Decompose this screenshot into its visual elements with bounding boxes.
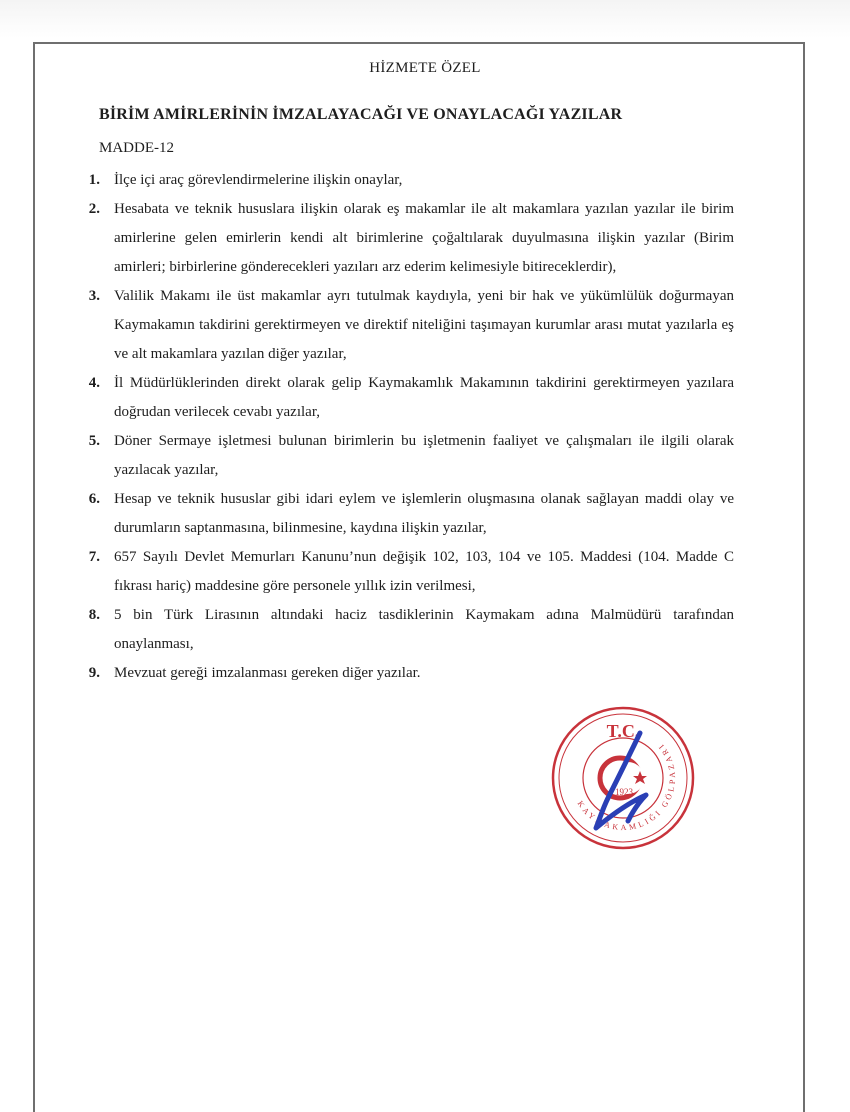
item-text: 657 Sayılı Devlet Memurları Kanunu’nun değişik 102, 103, 104 ve 105. Maddesi (104. Madde C fıkrası hariç) maddesine göre personele yıllık izin verilmesi, <box>114 549 734 594</box>
list-item <box>70 282 734 369</box>
item-text: Döner Sermaye işletmesi bulunan birimlerin bu işletmenin faaliyet ve çalışmaları ile ilgili olarak yazılacak yazılar, <box>114 433 734 478</box>
item-number: 1. <box>88 172 100 188</box>
list-item <box>70 166 734 195</box>
seal-ring-textpath: KAYMAKAMLIĞI GÖLPAZARI <box>575 740 678 833</box>
list-item <box>70 543 734 601</box>
item-number: 8. <box>88 607 100 623</box>
list-item <box>70 601 734 659</box>
item-number: 4. <box>88 375 100 391</box>
document-title: BİRİM AMİRLERİNİN İMZALAYACAĞI VE ONAYLACAĞI YAZILAR <box>99 106 623 123</box>
item-text: 5 bin Türk Lirasının altındaki haciz tasdiklerinin Kaymakam adına Malmüdürü tarafından onaylanması, <box>114 607 734 652</box>
item-text: Hesabata ve teknik hususlara ilişkin olarak eş makamlar ile alt makamlara yazılan yazılar ile birim amirlerine gelen emirlerin kendi alt birimlerine çoğaltılarak duyulmasına ilişkin yazılar (Birim amirleri; birbirlerine gönderecekleri yazıları arz ederim kelimesiyle bitireceklerdir), <box>114 201 734 275</box>
item-number: 6. <box>88 491 100 507</box>
item-number: 3. <box>88 288 100 304</box>
item-text: Hesap ve teknik hususlar gibi idari eylem ve işlemlerin oluşmasına olanak sağlayan maddi olay ve durumların saptanmasına, bilinmesine, kaydına ilişkin yazılar, <box>114 491 734 536</box>
classification-header: HİZMETE ÖZEL <box>369 60 481 76</box>
list-item <box>70 485 734 543</box>
list-item <box>70 427 734 485</box>
item-text: İl Müdürlüklerinden direkt olarak gelip Kaymakamlık Makamının takdirini gerektirmeyen yazılara doğrudan verilecek cevabı yazılar, <box>114 375 734 420</box>
item-text: İlçe içi araç görevlendirmelerine ilişkin onaylar, <box>114 172 403 188</box>
item-text: Mevzuat gereği imzalanması gereken diğer yazılar. <box>114 665 421 681</box>
item-number: 7. <box>88 549 100 565</box>
scan-edge-shadow <box>0 0 850 38</box>
list-item <box>70 369 734 427</box>
item-number: 5. <box>88 433 100 449</box>
list-item <box>70 195 734 282</box>
seal-year: 1923 <box>615 787 633 797</box>
item-number: 9. <box>88 665 100 681</box>
article-number: MADDE-12 <box>99 140 174 156</box>
list-item <box>70 659 734 688</box>
item-number: 2. <box>88 201 100 217</box>
seal-center-text: T.C. <box>606 721 640 741</box>
official-seal <box>548 703 698 853</box>
item-list <box>70 166 734 688</box>
item-text: Valilik Makamı ile üst makamlar ayrı tutulmak kaydıyla, yeni bir hak ve yükümlülük doğurmayan Kaymakamın takdirini gerektirmeyen ve direktif niteliğini taşımayan kurumlar arası mutat yazılarla eş ve alt makamlara yazılan diğer yazılar, <box>114 288 734 362</box>
